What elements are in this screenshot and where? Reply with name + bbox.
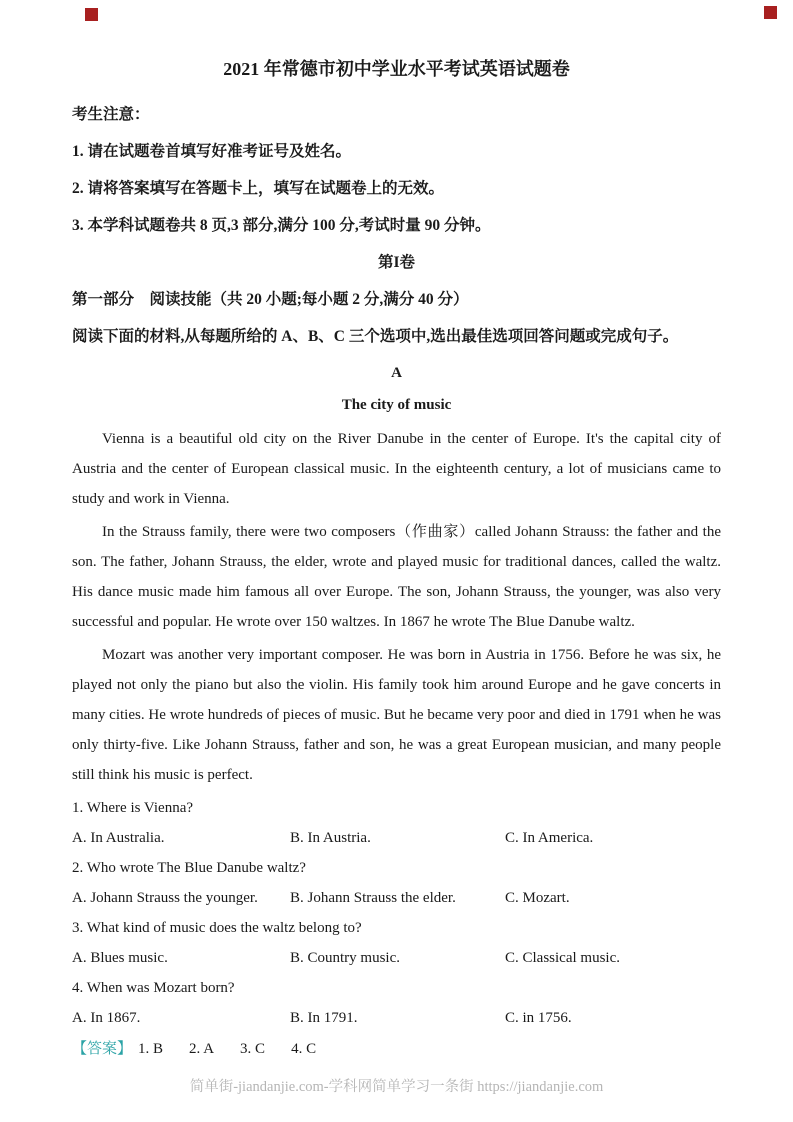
option-a: A. Blues music. bbox=[72, 950, 168, 966]
passage-paragraph: In the Strauss family, there were two composers（作曲家）called Johann Strauss: the father and the son. The father, Johann Strauss, the elder, wrote and played music for traditional dances, called the waltz. His dance music made him famous all over Europe. The son, Johann Strauss, the younger, was also very successful and popular. He wrote over 150 waltzes. In 1867 he wrote The Blue Danube waltz. bbox=[72, 524, 721, 630]
passage-label: A bbox=[391, 365, 402, 381]
answer-item-1: 1. B bbox=[138, 1041, 164, 1057]
option-b: B. In Austria. bbox=[290, 830, 371, 846]
option-b: B. Johann Strauss the elder. bbox=[290, 890, 456, 906]
question-block bbox=[72, 793, 721, 853]
volume-heading: 第I卷 bbox=[377, 254, 416, 271]
answer-item-4: 4. C bbox=[291, 1041, 317, 1057]
option-c: C. Classical music. bbox=[505, 950, 620, 966]
question-options bbox=[72, 883, 721, 913]
answer-item-2: 2. A bbox=[189, 1041, 215, 1057]
option-c: C. in 1756. bbox=[505, 1010, 572, 1026]
question-block bbox=[72, 853, 721, 913]
red-corner-mark-left bbox=[85, 8, 98, 21]
option-c: C. In America. bbox=[505, 830, 594, 846]
notice-item-3: 3. 本学科试题卷共 8 页,3 部分,满分 100 分,考试时量 90 分钟。 bbox=[72, 217, 491, 234]
red-corner-mark-right bbox=[764, 6, 777, 19]
passage-title: The city of music bbox=[341, 397, 452, 413]
question-options bbox=[72, 823, 721, 853]
section-heading: 第一部分 阅读技能（共 20 小题;每小题 2 分,满分 40 分） bbox=[72, 291, 469, 308]
question-stem: 2. Who wrote The Blue Danube waltz? bbox=[72, 860, 306, 876]
option-a: A. Johann Strauss the younger. bbox=[72, 890, 258, 906]
question-block bbox=[72, 913, 721, 973]
answer-item-3: 3. C bbox=[240, 1041, 266, 1057]
question-block bbox=[72, 973, 721, 1033]
question-stem: 1. Where is Vienna? bbox=[72, 800, 194, 816]
notice-heading: 考生注意： bbox=[72, 106, 150, 123]
notice-item-1: 1. 请在试题卷首填写好准考证号及姓名。 bbox=[72, 143, 352, 160]
section-instructions: 阅读下面的材料,从每题所给的 A、B、C 三个选项中,选出最佳选项回答问题或完成句子。 bbox=[72, 328, 679, 345]
passage-paragraph: Vienna is a beautiful old city on the River Danube in the center of Europe. It's the capital city of Austria and the center of European classical music. In the eighteenth century, a lot of musicians came to study and work in Vienna. bbox=[72, 431, 721, 507]
option-c: C. Mozart. bbox=[505, 890, 570, 906]
option-a: A. In Australia. bbox=[72, 830, 165, 846]
question-stem: 4. When was Mozart born? bbox=[72, 980, 235, 996]
watermark-footer: 简单街-jiandanjie.com-学科网简单学习一条街 https://jiandanjie.com bbox=[189, 1079, 604, 1095]
page-title: 2021 年常德市初中学业水平考试英语试题卷 bbox=[223, 59, 570, 79]
question-options bbox=[72, 943, 721, 973]
question-stem: 3. What kind of music does the waltz belong to? bbox=[72, 920, 362, 936]
notice-item-2: 2. 请将答案填写在答题卡上，填写在试题卷上的无效。 bbox=[72, 180, 445, 197]
answer-row bbox=[72, 1033, 721, 1066]
option-b: B. Country music. bbox=[290, 950, 401, 966]
answer-label: 【答案】 bbox=[72, 1041, 133, 1057]
passage-paragraph: Mozart was another very important composer. He was born in Austria in 1756. Before he was six, he played not only the piano but also the violin. His family took him around Europe and he gave concerts in many cities. He wrote hundreds of pieces of music. But he became very poor and died in 1791 when he was only thirty-five. Like Johann Strauss, father and son, he was a great European musician, and many people still think his music is perfect. bbox=[72, 647, 721, 783]
option-a: A. In 1867. bbox=[72, 1010, 141, 1026]
option-b: B. In 1791. bbox=[290, 1010, 358, 1026]
question-options bbox=[72, 1003, 721, 1033]
